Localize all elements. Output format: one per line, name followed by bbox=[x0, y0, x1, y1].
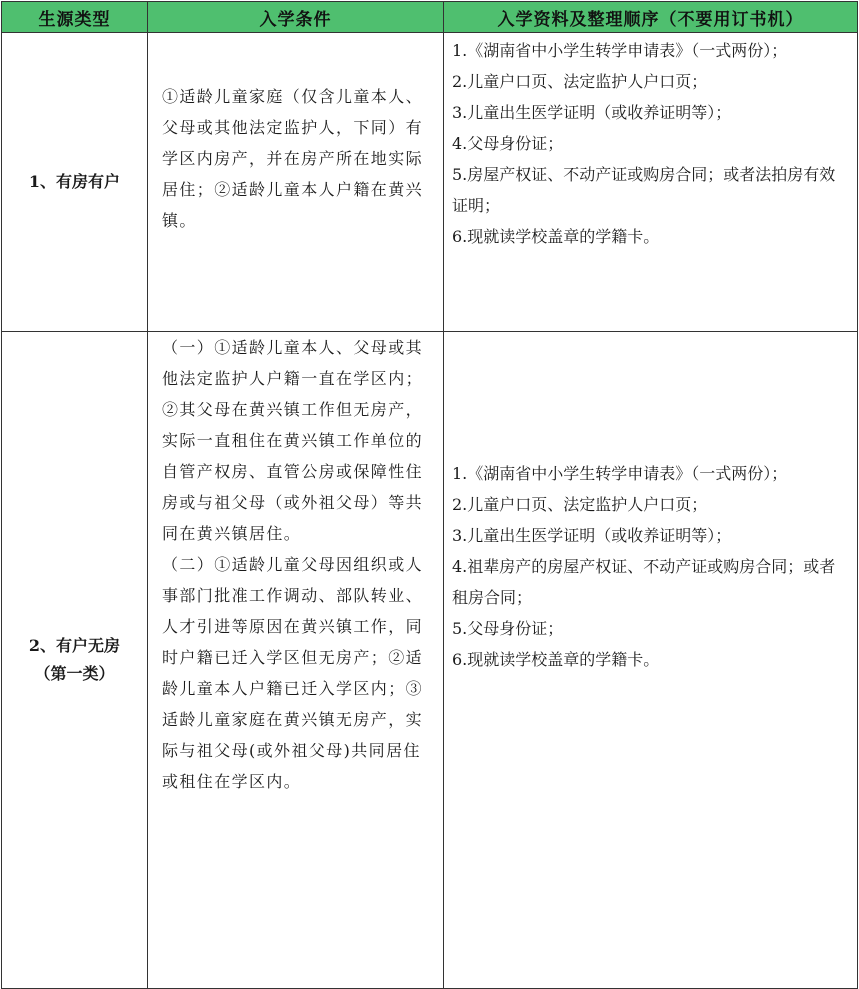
documents-cell bbox=[444, 332, 858, 989]
condition-paragraph: （一）①适龄儿童本人、父母或其他法定监护人户籍一直在学区内；②其父母在黄兴镇工作但无房产，实际一直租住在黄兴镇工作单位的自管产权房、直管公房或保障性住房或与祖父母（或外祖父母）等共同在黄兴镇居住。 bbox=[162, 338, 424, 543]
conditions-cell bbox=[148, 332, 444, 989]
header-conditions: 入学条件 bbox=[148, 2, 444, 33]
document-item: 5.房屋产权证、不动产证或购房合同；或者法拍房有效证明； bbox=[452, 165, 836, 215]
conditions-cell bbox=[148, 33, 444, 332]
document-item: 1.《湖南省中小学生转学申请表》（一式两份）； bbox=[452, 464, 788, 483]
condition-paragraph: （二）①适龄儿童父母因组织或人事部门批准工作调动、部队转业、人才引进等原因在黄兴镇工作，同时户籍已迁入学区但无房产；②适龄儿童本人户籍已迁入学区内；③适龄儿童家庭在黄兴镇无房产，实际与祖父母(或外祖父母)共同居住或租住在学区内。 bbox=[162, 555, 424, 791]
enrollment-table bbox=[1, 1, 858, 989]
student-type-label: 2、有户无房 bbox=[28, 636, 121, 655]
condition-paragraph: ①适龄儿童家庭（仅含儿童本人、父母或其他法定监护人，下同）有学区内房产，并在房产所在地实际居住；②适龄儿童本人户籍在黄兴镇。 bbox=[162, 87, 424, 230]
student-type-label: 1、有房有户 bbox=[28, 172, 121, 191]
document-item: 6.现就读学校盖章的学籍卡。 bbox=[452, 227, 660, 246]
document-item: 6.现就读学校盖章的学籍卡。 bbox=[452, 650, 660, 669]
table-row bbox=[2, 332, 858, 989]
header-row bbox=[2, 2, 858, 33]
document-item: 5.父母身份证； bbox=[452, 619, 564, 638]
header-documents: 入学资料及整理顺序（不要用订书机） bbox=[444, 2, 858, 33]
documents-cell bbox=[444, 33, 858, 332]
document-item: 2.儿童户口页、法定监护人户口页； bbox=[452, 495, 708, 514]
document-item: 2.儿童户口页、法定监护人户口页； bbox=[452, 72, 708, 91]
student-type-cell bbox=[2, 33, 148, 332]
document-item: 3.儿童出生医学证明（或收养证明等）； bbox=[452, 526, 732, 545]
document-item: 3.儿童出生医学证明（或收养证明等）； bbox=[452, 103, 732, 122]
document-item: 4.父母身份证； bbox=[452, 134, 564, 153]
header-student-type: 生源类型 bbox=[2, 2, 148, 33]
student-type-cell bbox=[2, 332, 148, 989]
table-row bbox=[2, 33, 858, 332]
document-item: 4.祖辈房产的房屋产权证、不动产证或购房合同；或者租房合同； bbox=[452, 557, 836, 607]
document-item: 1.《湖南省中小学生转学申请表》（一式两份）； bbox=[452, 41, 788, 60]
student-type-sublabel: （第一类） bbox=[34, 664, 115, 683]
